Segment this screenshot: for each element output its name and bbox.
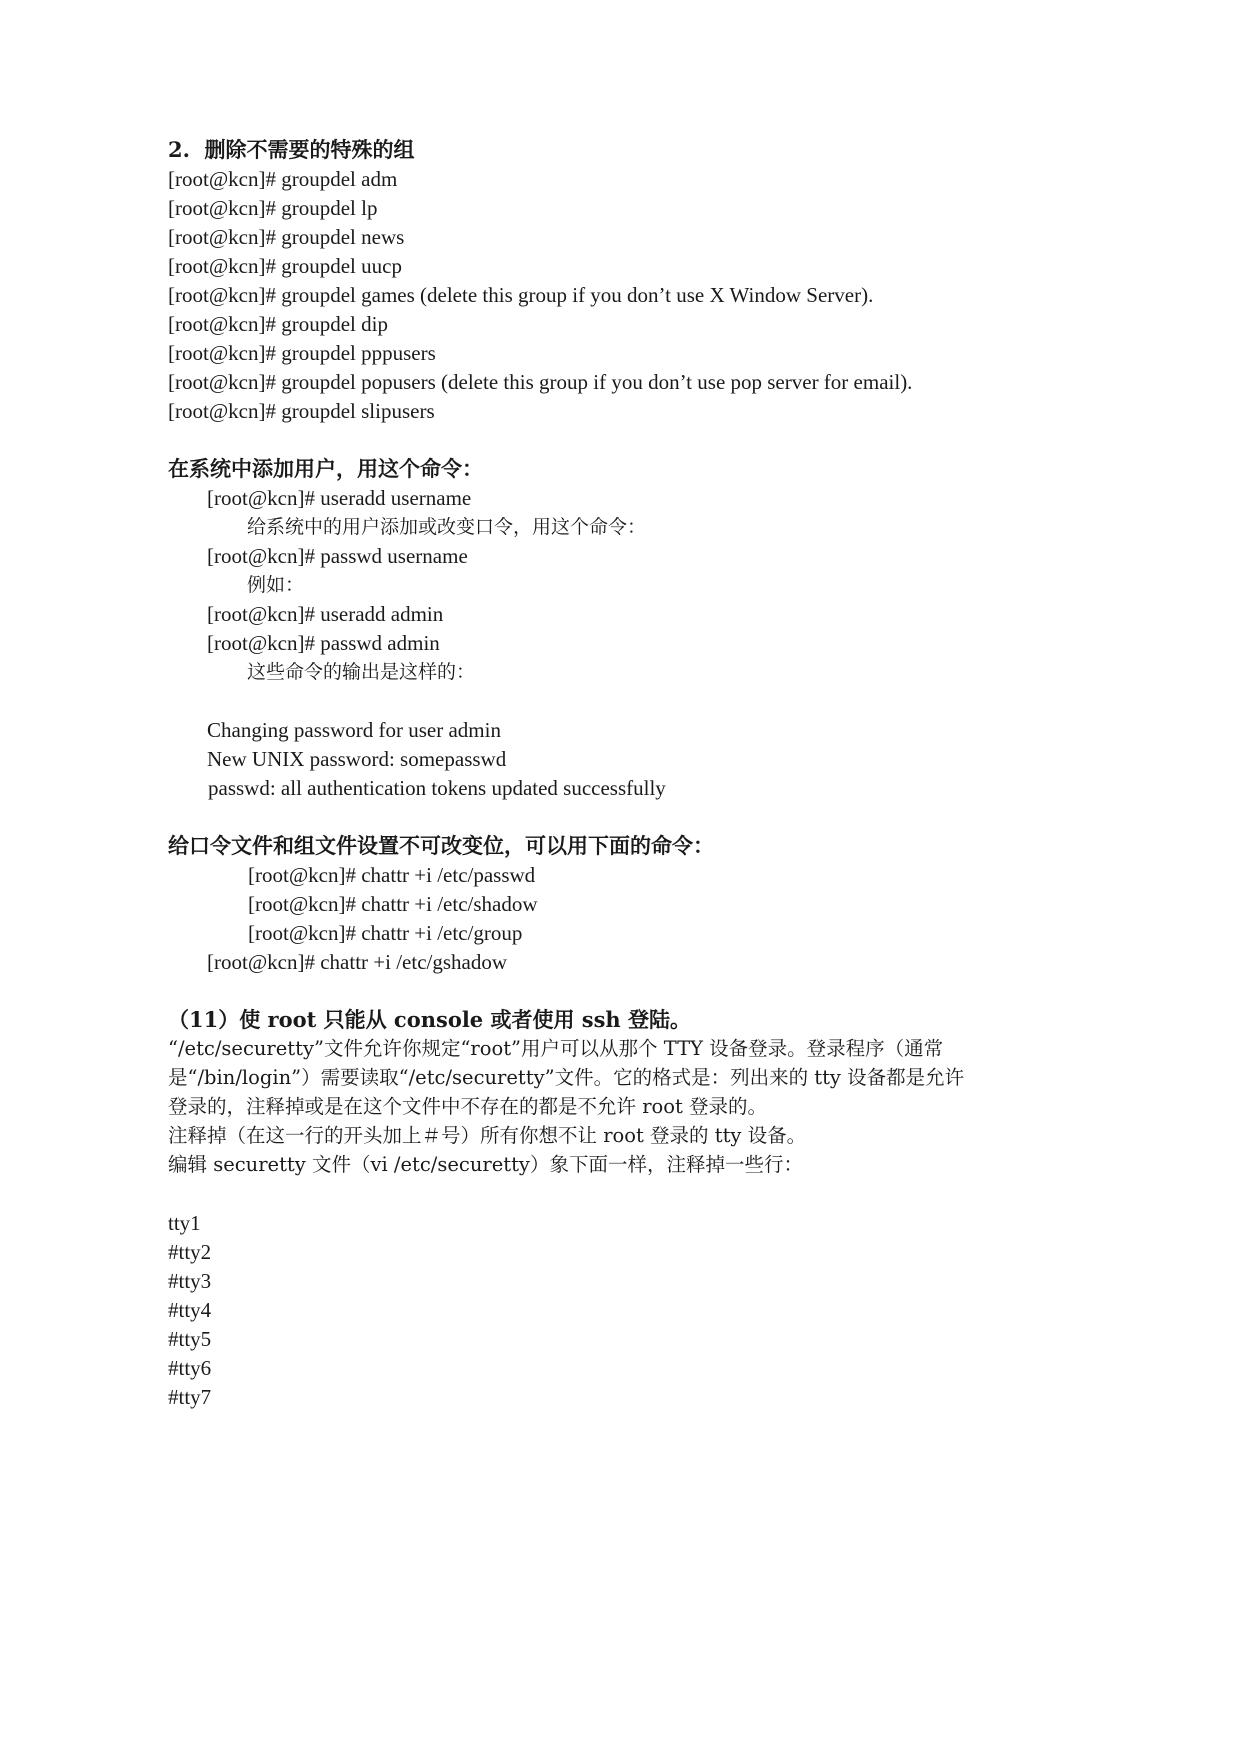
tty-line: #tty7 <box>168 1385 212 1409</box>
command-line: [root@kcn]# groupdel slipusers <box>168 399 435 423</box>
command-line: [root@kcn]# groupdel lp <box>168 196 378 220</box>
command-line: [root@kcn]# groupdel pppusers <box>168 341 436 365</box>
tty-line: #tty2 <box>168 1240 212 1264</box>
tty-line: #tty6 <box>168 1356 212 1380</box>
command-line: [root@kcn]# groupdel dip <box>168 312 388 336</box>
paragraph-line: 编辑 securetty 文件（vi /etc/securetty）象下面一样，注释掉一些行： <box>168 1153 803 1176</box>
command-line: [root@kcn]# chattr +i /etc/gshadow <box>207 950 508 974</box>
tty-line: tty1 <box>168 1211 201 1235</box>
command-line: [root@kcn]# passwd username <box>207 544 468 568</box>
section-heading-chattr: 给口令文件和组文件设置不可改变位，可以用下面的命令： <box>168 833 714 858</box>
command-line: [root@kcn]# groupdel uucp <box>168 254 402 278</box>
paragraph-line: 注释掉（在这一行的开头加上＃号）所有你想不让 root 登录的 tty 设备。 <box>168 1124 807 1147</box>
command-line: [root@kcn]# chattr +i /etc/passwd <box>248 863 536 887</box>
section-heading-root-console: （11）使 root 只能从 console 或者使用 ssh 登陆。 <box>168 1007 692 1032</box>
tty-line: #tty5 <box>168 1327 212 1351</box>
note-text: 这些命令的输出是这样的： <box>247 661 476 683</box>
note-text: 给系统中的用户添加或改变口令，用这个命令： <box>247 516 647 538</box>
command-line: [root@kcn]# passwd admin <box>207 631 440 655</box>
section-heading-delete-groups: 2. 删除不需要的特殊的组 <box>168 137 415 162</box>
command-line: [root@kcn]# groupdel popusers (delete this group if you don’t use pop server for email). <box>168 370 913 394</box>
paragraph-line: 是“/bin/login”）需要读取“/etc/securetty”文件。它的格式是：列出来的 tty 设备都是允许 <box>168 1066 965 1089</box>
paragraph-line: 登录的，注释掉或是在这个文件中不存在的都是不允许 root 登录的。 <box>168 1095 768 1118</box>
command-line: [root@kcn]# groupdel adm <box>168 167 398 191</box>
tty-line: #tty3 <box>168 1269 212 1293</box>
output-line: passwd: all authentication tokens updated successfully <box>208 776 666 800</box>
command-line: [root@kcn]# useradd admin <box>207 602 444 626</box>
command-line: [root@kcn]# useradd username <box>207 486 472 510</box>
command-line: [root@kcn]# groupdel news <box>168 225 405 249</box>
output-line: New UNIX password: somepasswd <box>207 747 507 771</box>
note-text: 例如： <box>247 574 305 596</box>
paragraph-line: “/etc/securetty”文件允许你规定“root”用户可以从那个 TTY 设备登录。登录程序（通常 <box>168 1037 944 1060</box>
command-line: [root@kcn]# chattr +i /etc/group <box>248 921 523 945</box>
command-line: [root@kcn]# groupdel games (delete this group if you don’t use X Window Server). <box>168 283 874 307</box>
command-line: [root@kcn]# chattr +i /etc/shadow <box>248 892 538 916</box>
output-line: Changing password for user admin <box>207 718 501 742</box>
tty-line: #tty4 <box>168 1298 212 1322</box>
section-heading-add-user: 在系统中添加用户，用这个命令： <box>168 456 483 481</box>
